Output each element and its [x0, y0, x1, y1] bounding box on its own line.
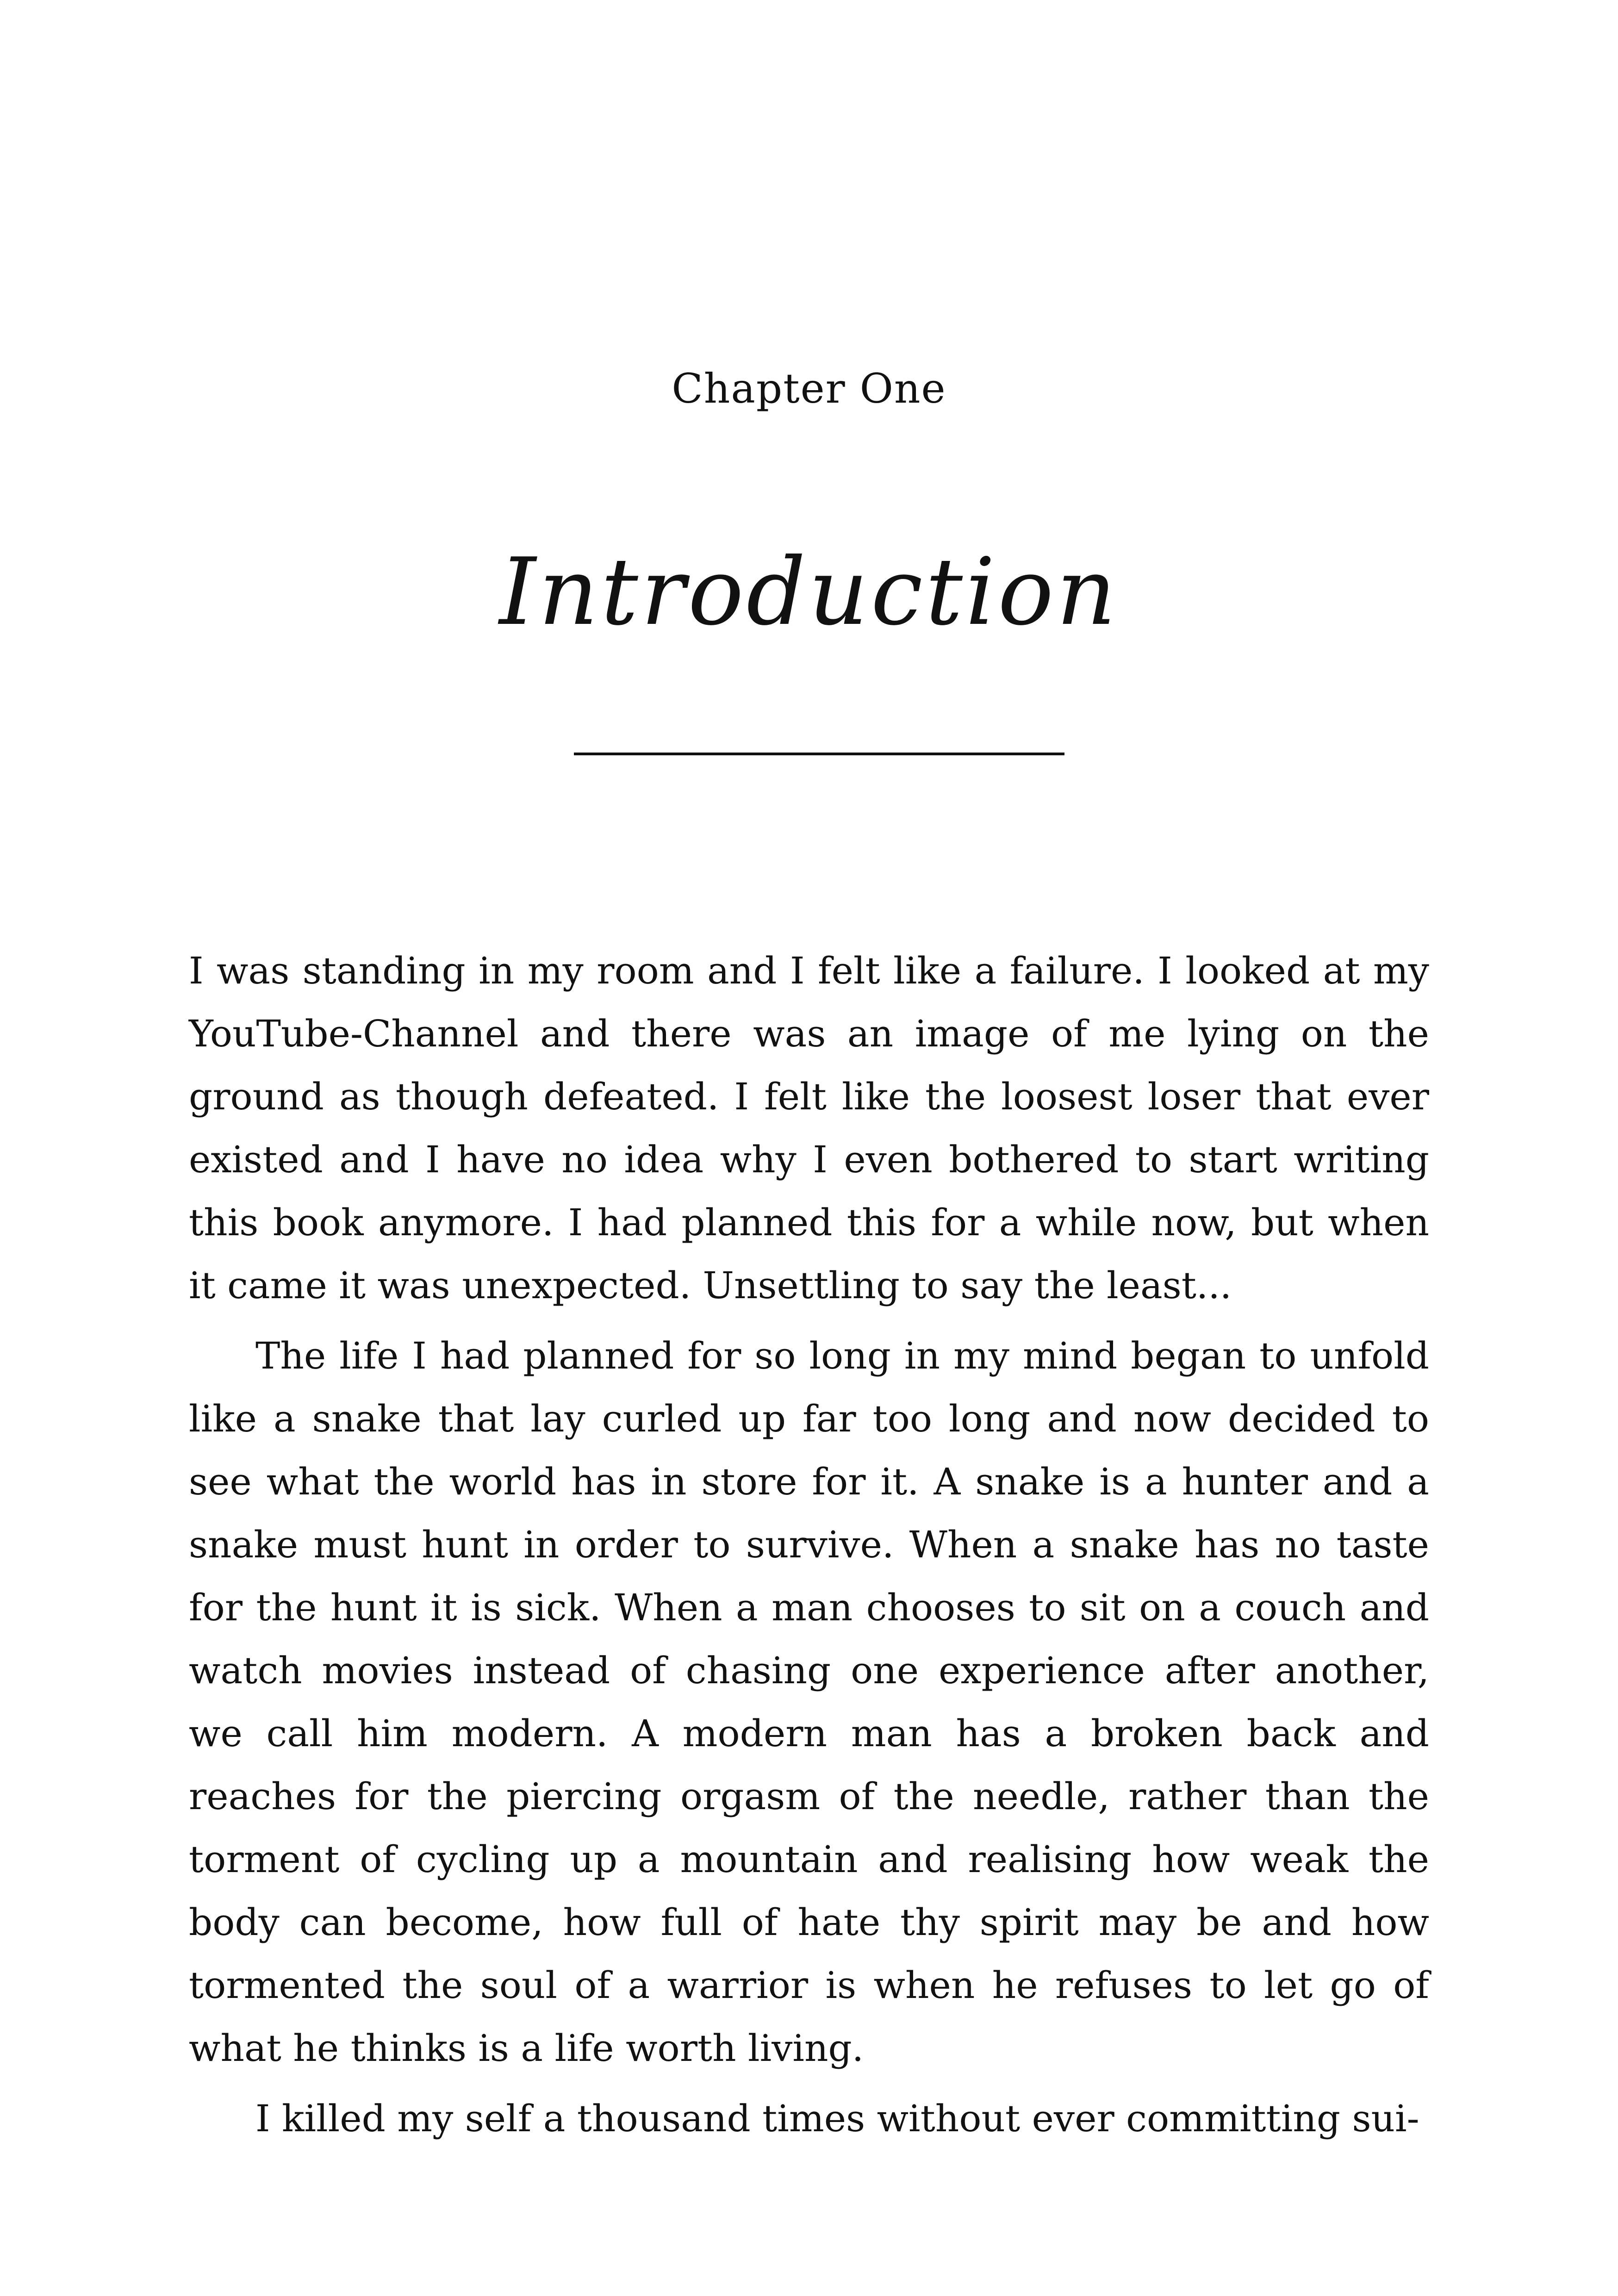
paragraph-1: I was standing in my room and I felt like a failure. I looked at my YouTube-Channel and there was an image of me lying on the ground as though defeated. I felt like the loosest loser that ever existed and I have no idea why I even bothered to start writing this book anymore. I had planned this for a while now, but when it came it was unexpected. Unsettling to say the least...: [189, 949, 1429, 1307]
chapter-title: Introduction: [499, 538, 1119, 646]
paragraph-2: The life I had planned for so long in my mind began to unfold like a snake that lay curled up far too long and now decided to see what the world has in store for it. A snake is a hunter and a snake must hunt in order to survive. When a snake has no taste for the hunt it is sick. When a man chooses to sit on a couch and watch movies instead of chasing one experience after another, we call him modern. A modern man has a broken back and reaches for the piercing orgasm of the needle, rather than the torment of cycling up a mountain and realising how weak the body can become, how full of hate thy spirit may be and how tormented the soul of a warrior is when he refuses to let go of what he thinks is a life worth living.: [189, 1334, 1429, 2070]
chapter-label: Chapter One: [672, 365, 946, 412]
paragraph-3: I killed my self a thousand times without ever committing sui-: [255, 2097, 1419, 2140]
chapter-body: [189, 940, 1429, 2158]
title-divider: [574, 753, 1064, 755]
